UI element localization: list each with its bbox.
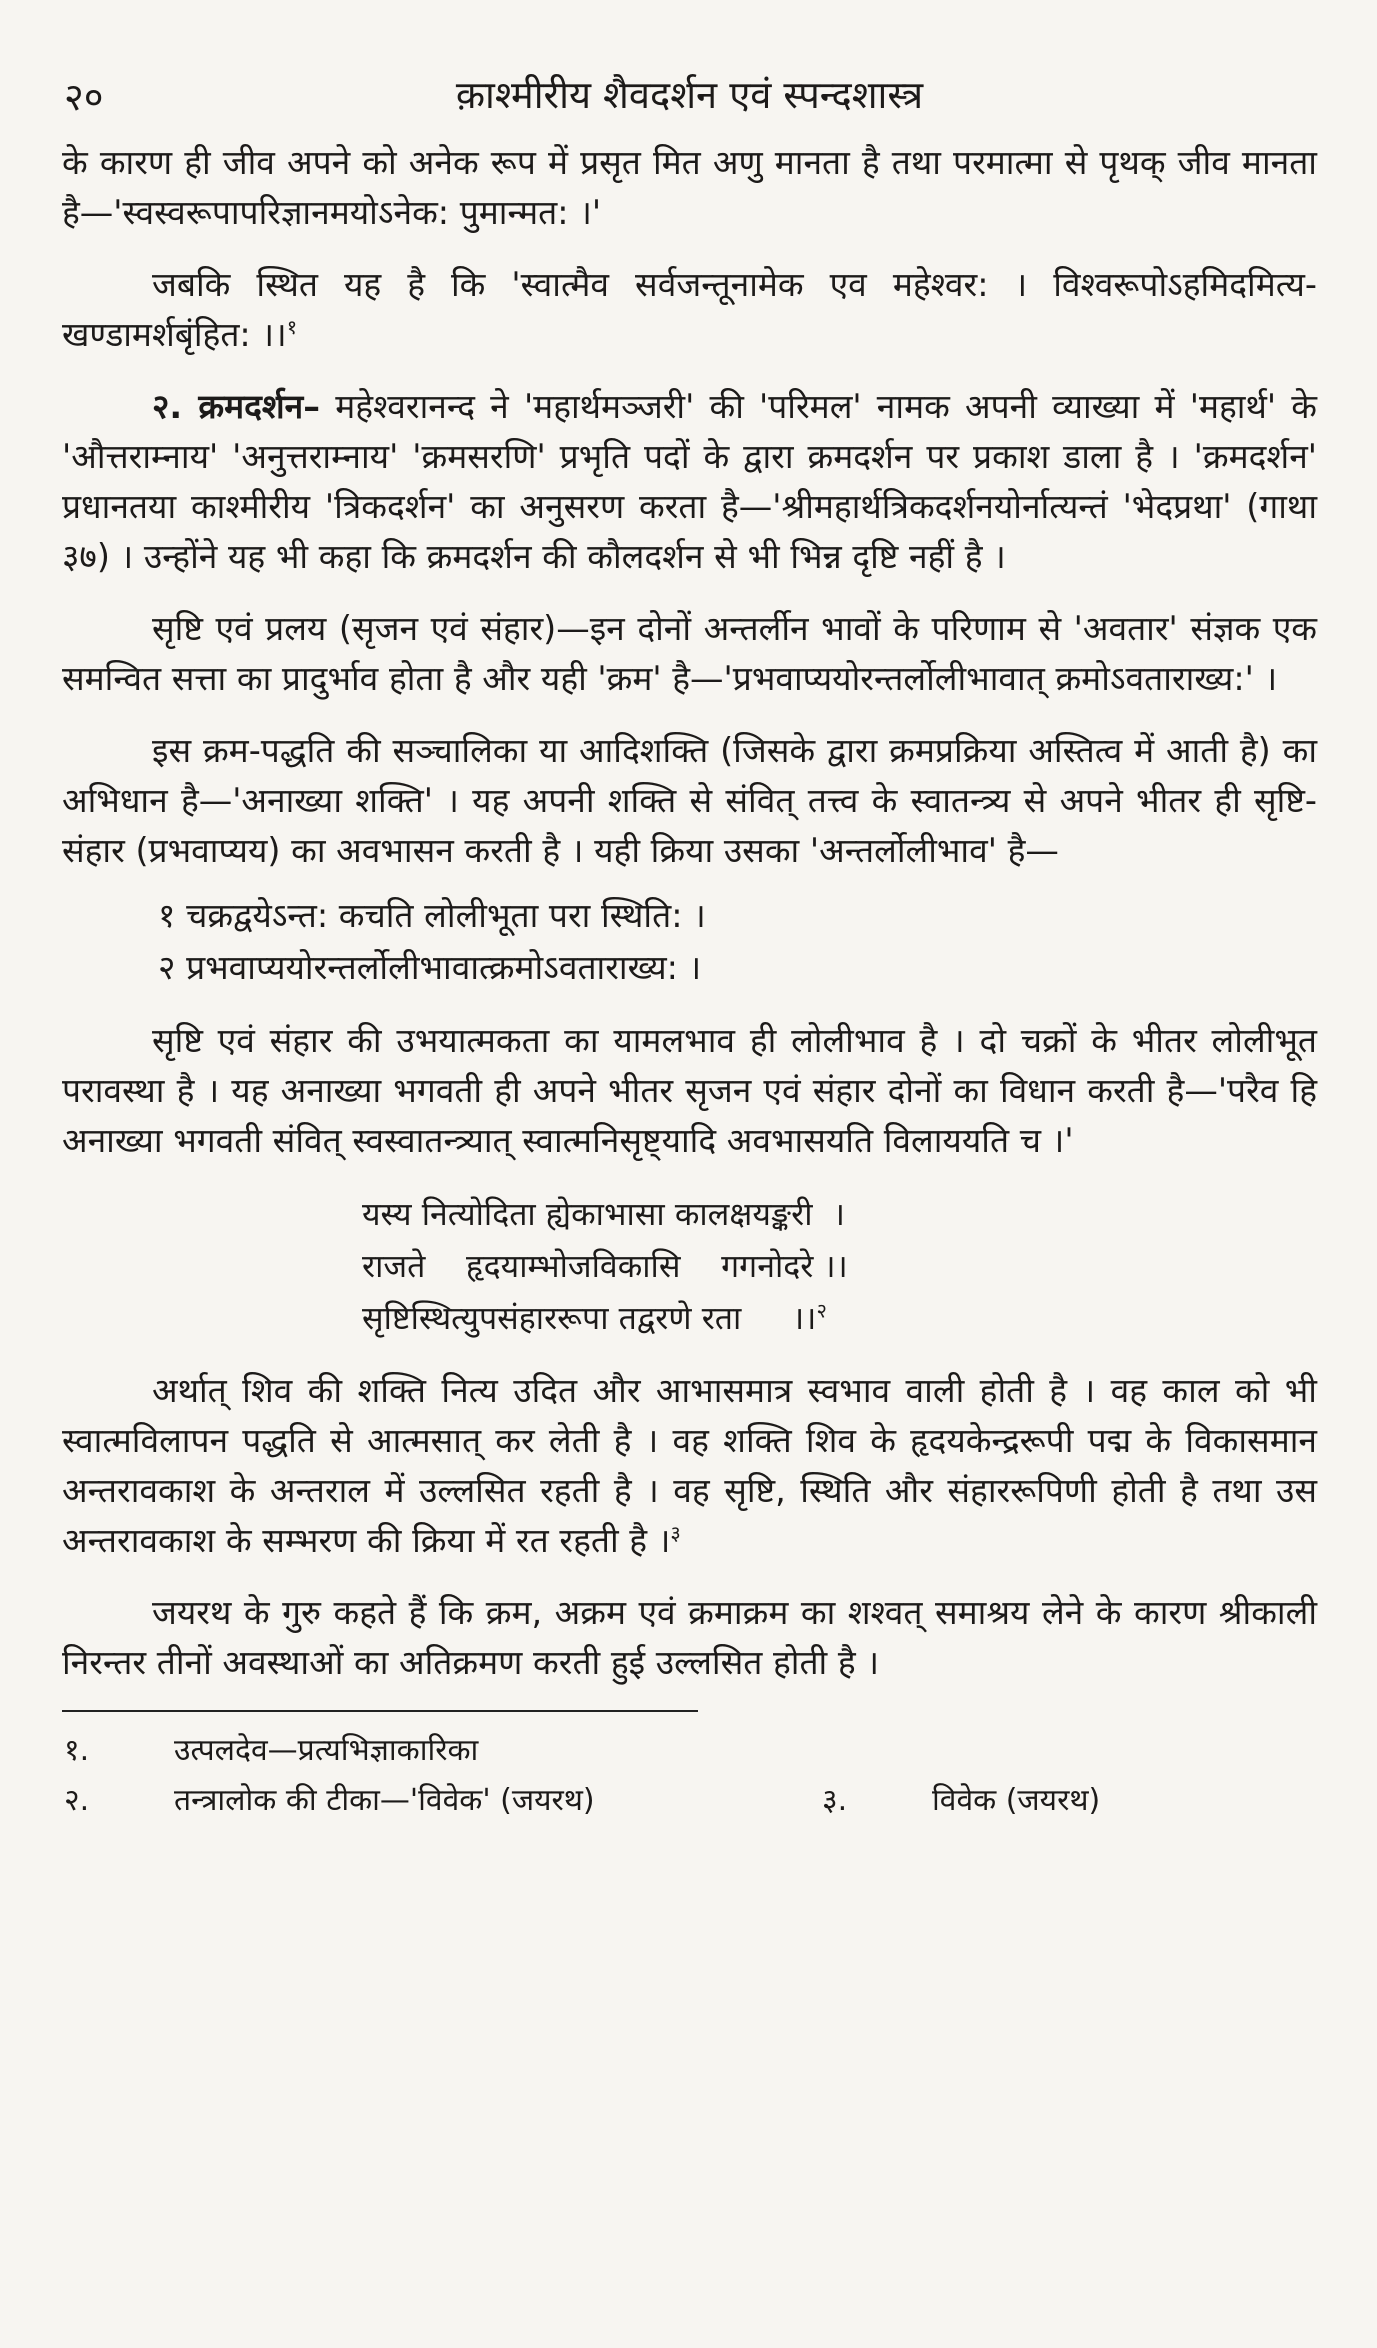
- footnote-text: उत्पलदेव—प्रत्यभिज्ञाकारिका: [174, 1733, 479, 1768]
- paragraph-6: सृष्टि एवं संहार की उभयात्मकता का यामलभाव ही लोलीभाव है । दो चक्रों के भीतर लोलीभूत परावस्था है । यह अनाख्या भगवती ही अपने भीतर सृजन एवं संहार दोनों का विधान करती है—'परैव हि अनाख्या भगवती संवित् स्वस्वातन्त्र्यात् स्वात्मनिसृष्ट्यादि अवभासयति विलाययति च ।': [62, 1021, 1317, 1160]
- footnote-ref-2: २: [816, 1298, 827, 1323]
- list-item: १ चक्रद्वयेऽन्त: कचति लोलीभूता परा स्थिति: ।: [158, 896, 706, 935]
- paragraph-8: जयरथ के गुरु कहते हैं कि क्रम, अक्रम एवं क्रमाक्रम का शश्वत् समाश्रय लेने के कारण श्रीकाली निरन्तर तीनों अवस्थाओं का अतिक्रमण करती हुई उल्लसित होती है ।: [62, 1593, 1317, 1682]
- quote-list: [62, 890, 1317, 994]
- footnote-number: १.: [64, 1733, 90, 1768]
- paragraph-3: [62, 382, 1317, 582]
- footnote-number: २.: [64, 1783, 90, 1818]
- body-text: [62, 138, 1317, 1688]
- footnote-text: तन्त्रालोक की टीका—'विवेक' (जयरथ): [174, 1783, 595, 1818]
- running-title: क़ाश्मीरीय शैवदर्शन एवं स्पन्दशास्त्र: [455, 73, 924, 117]
- verse-block: [62, 1188, 1317, 1344]
- footnote-text: विवेक (जयरथ): [932, 1783, 1101, 1818]
- paragraph-5: इस क्रम-पद्धति की सञ्चालिका या आदिशक्ति (जिसके द्वारा क्रमप्रक्रिया अस्तित्व में आती है) का अभिधान है—'अनाख्या शक्ति' । यह अपनी शक्ति से संवित् तत्त्व के स्वातन्त्र्य से अपने भीतर ही सृष्टि-संहार (प्रभवाप्यय) का अवभासन करती है । यही क्रिया उसका 'अन्तर्लोलीभाव' है—: [62, 731, 1317, 870]
- paragraph-4: सृष्टि एवं प्रलय (सृजन एवं संहार)—इन दोनों अन्तर्लीन भावों के परिणाम से 'अवतार' संज्ञक एक समन्वित सत्ता का प्रादुर्भाव होता है और यही 'क्रम' है—'प्रभवाप्ययोरन्तर्लोलीभावात् क्रमोऽवताराख्य:' ।: [62, 609, 1317, 698]
- page-header: [62, 62, 1317, 138]
- footnote-2-3: [62, 1776, 1317, 1826]
- footnote-divider: [62, 1710, 698, 1712]
- verse-line: यस्य नित्योदिता ह्येकाभासा कालक्षयङ्करी ।: [362, 1195, 845, 1233]
- paragraph-7: [62, 1366, 1317, 1566]
- verse-line-text: सृष्टिस्थित्युपसंहाररूपा तद्वरणे रता ।।: [362, 1299, 817, 1337]
- paragraph-1: के कारण ही जीव अपने को अनेक रूप में प्रसृत मित अणु मानता है तथा परमात्मा से पृथक् जीव मानता है—'स्वस्वरूपापरिज्ञानमयोऽनेक: पुमान्मत: ।': [62, 143, 1317, 232]
- list-item: २ प्रभवाप्ययोरन्तर्लोलीभावात्क्रमोऽवताराख्य: ।: [158, 948, 702, 987]
- verse-line: [62, 1292, 1317, 1344]
- paragraph-3-text: महेश्वरानन्द ने 'महार्थमञ्जरी' की 'परिमल' नामक अपनी व्याख्या में 'महार्थ' के 'औत्तराम्नाय' 'अनुत्तराम्नाय' 'क्रमसरणि' प्रभृति पदों के द्वारा क्रमदर्शन पर प्रकाश डाला है । 'क्रमदर्शन' प्रधानतया काश्मीरीय 'त्रिकदर्शन' का अनुसरण करता है—'श्रीमहार्थत्रिकदर्शनयोर्नात्यन्तं 'भेदप्रथा' (गाथा ३७) । उन्होंने यह भी कहा कि क्रमदर्शन की कौलदर्शन से भी भिन्न दृष्टि नहीं है ।: [62, 387, 1317, 576]
- section-heading-kramadarshan: २. क्रमदर्शन–: [152, 387, 321, 426]
- paragraph-2: [62, 260, 1317, 360]
- footnote-ref-1: १: [286, 314, 298, 339]
- footnote-ref-3: ३: [670, 1520, 681, 1545]
- verse-line: राजते हृदयाम्भोजविकासि गगनोदरे ।।: [362, 1247, 848, 1285]
- footnote-1: [62, 1726, 1317, 1776]
- page-number: २०: [64, 75, 104, 119]
- paragraph-7-text: अर्थात् शिव की शक्ति नित्य उदित और आभासमात्र स्वभाव वाली होती है । वह काल को भी स्वात्मविलापन पद्धति से आत्मसात् कर लेती है । वह शक्ति शिव के हृदयकेन्द्ररूपी पद्म के विकासमान अन्तरावकाश के अन्तराल में उल्लसित रहती है । वह सृष्टि, स्थिति और संहाररूपिणी होती है तथा उस अन्तरावकाश के सम्भरण की क्रिया में रत रहती है ।: [62, 1371, 1317, 1560]
- footnote-number: ३.: [822, 1783, 848, 1818]
- paragraph-2-text: जबकि स्थित यह है कि 'स्वात्मैव सर्वजन्तूनामेक एव महेश्वर: । विश्वरूपोऽहमिदमित्य-खण्डामर्शबृंहित: ।।: [62, 265, 1317, 354]
